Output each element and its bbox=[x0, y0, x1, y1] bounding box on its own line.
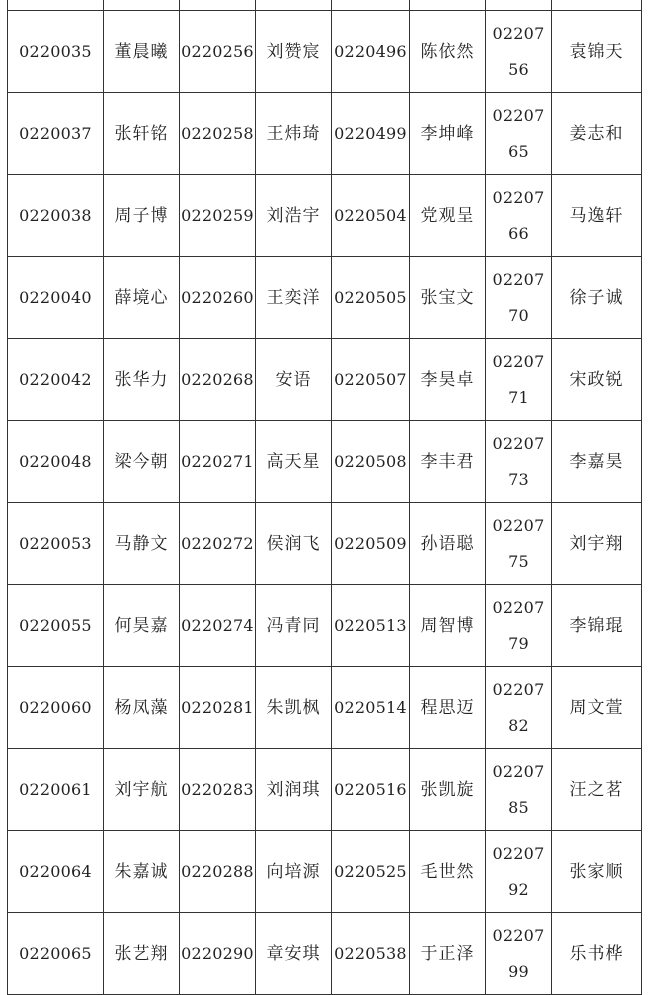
student-name-cell: 梁今朝 bbox=[104, 421, 180, 503]
student-name-cell: 张轩铭 bbox=[104, 93, 180, 175]
table-row bbox=[8, 93, 642, 175]
student-id-cell: 0220538 bbox=[332, 913, 410, 995]
student-name-cell: 刘润琪 bbox=[256, 749, 332, 831]
table-row bbox=[8, 421, 642, 503]
student-id-cell: 0220272 bbox=[180, 503, 256, 585]
student-id-cell: 0220514 bbox=[332, 667, 410, 749]
student-id-cell bbox=[486, 257, 552, 339]
student-id-cell: 0220258 bbox=[180, 93, 256, 175]
student-id-cell bbox=[486, 667, 552, 749]
student-id-cell: 0220040 bbox=[8, 257, 104, 339]
table-row bbox=[8, 0, 642, 11]
student-id-cell: 0220281 bbox=[180, 667, 256, 749]
student-id-cell: 0220513 bbox=[332, 585, 410, 667]
student-id-text: 0220770 bbox=[492, 269, 545, 325]
student-id-cell: 0220505 bbox=[332, 257, 410, 339]
student-id-text: 0220799 bbox=[492, 925, 545, 981]
student-id-text: 0220756 bbox=[492, 23, 545, 79]
student-id-cell: 0220274 bbox=[180, 585, 256, 667]
student-name-cell: 李锦琨 bbox=[552, 585, 642, 667]
student-id-text: 0220779 bbox=[492, 597, 545, 653]
student-id-cell bbox=[486, 11, 552, 93]
table-row bbox=[8, 749, 642, 831]
table-cell-empty bbox=[410, 0, 486, 11]
table-row bbox=[8, 339, 642, 421]
student-id-cell bbox=[486, 831, 552, 913]
student-name-cell: 宋政锐 bbox=[552, 339, 642, 421]
student-name-cell: 高天星 bbox=[256, 421, 332, 503]
roster-body bbox=[8, 0, 642, 995]
student-name-cell: 张华力 bbox=[104, 339, 180, 421]
student-id-cell: 0220283 bbox=[180, 749, 256, 831]
student-id-cell: 0220048 bbox=[8, 421, 104, 503]
student-name-cell: 王炜琦 bbox=[256, 93, 332, 175]
student-name-cell: 杨凤藻 bbox=[104, 667, 180, 749]
student-id-cell bbox=[486, 421, 552, 503]
student-id-cell: 0220042 bbox=[8, 339, 104, 421]
student-name-cell: 马逸轩 bbox=[552, 175, 642, 257]
student-name-cell: 马静文 bbox=[104, 503, 180, 585]
table-cell-empty bbox=[552, 0, 642, 11]
student-id-cell: 0220504 bbox=[332, 175, 410, 257]
student-id-cell bbox=[486, 339, 552, 421]
student-name-cell: 陈依然 bbox=[410, 11, 486, 93]
student-id-text: 0220775 bbox=[492, 515, 545, 571]
student-name-cell: 刘宇航 bbox=[104, 749, 180, 831]
student-name-cell: 李丰君 bbox=[410, 421, 486, 503]
student-id-text: 0220792 bbox=[492, 843, 545, 899]
student-name-cell: 刘宇翔 bbox=[552, 503, 642, 585]
table-row bbox=[8, 913, 642, 995]
student-name-cell: 李昊卓 bbox=[410, 339, 486, 421]
table-row bbox=[8, 667, 642, 749]
student-name-cell: 朱嘉诚 bbox=[104, 831, 180, 913]
student-name-cell: 党观呈 bbox=[410, 175, 486, 257]
student-name-cell: 周子博 bbox=[104, 175, 180, 257]
table-row bbox=[8, 503, 642, 585]
student-name-cell: 袁锦天 bbox=[552, 11, 642, 93]
student-id-cell bbox=[486, 93, 552, 175]
student-name-cell: 董晨曦 bbox=[104, 11, 180, 93]
student-id-text: 0220782 bbox=[492, 679, 545, 735]
student-name-cell: 姜志和 bbox=[552, 93, 642, 175]
student-name-cell: 张家顺 bbox=[552, 831, 642, 913]
student-name-cell: 安语 bbox=[256, 339, 332, 421]
table-row bbox=[8, 585, 642, 667]
student-id-cell: 0220064 bbox=[8, 831, 104, 913]
student-id-cell: 0220507 bbox=[332, 339, 410, 421]
student-id-cell: 0220499 bbox=[332, 93, 410, 175]
table-cell-empty bbox=[332, 0, 410, 11]
student-id-cell: 0220525 bbox=[332, 831, 410, 913]
table-row bbox=[8, 11, 642, 93]
student-id-cell: 0220290 bbox=[180, 913, 256, 995]
student-name-cell: 程思迈 bbox=[410, 667, 486, 749]
table-cell-empty bbox=[256, 0, 332, 11]
student-id-cell: 0220260 bbox=[180, 257, 256, 339]
student-name-cell: 于正泽 bbox=[410, 913, 486, 995]
student-id-cell: 0220037 bbox=[8, 93, 104, 175]
student-name-cell: 李嘉昊 bbox=[552, 421, 642, 503]
student-name-cell: 刘赞宸 bbox=[256, 11, 332, 93]
student-name-cell: 冯青同 bbox=[256, 585, 332, 667]
student-id-text: 0220785 bbox=[492, 761, 545, 817]
student-id-cell: 0220268 bbox=[180, 339, 256, 421]
student-id-cell: 0220516 bbox=[332, 749, 410, 831]
student-name-cell: 孙语聪 bbox=[410, 503, 486, 585]
student-id-cell bbox=[486, 749, 552, 831]
student-name-cell: 朱凯枫 bbox=[256, 667, 332, 749]
student-name-cell: 毛世然 bbox=[410, 831, 486, 913]
student-name-cell: 周智博 bbox=[410, 585, 486, 667]
student-name-cell: 王奕洋 bbox=[256, 257, 332, 339]
student-id-cell bbox=[486, 913, 552, 995]
student-name-cell: 张凯旋 bbox=[410, 749, 486, 831]
student-id-cell: 0220496 bbox=[332, 11, 410, 93]
student-id-cell: 0220065 bbox=[8, 913, 104, 995]
student-name-cell: 张宝文 bbox=[410, 257, 486, 339]
table-row bbox=[8, 175, 642, 257]
student-id-cell: 0220061 bbox=[8, 749, 104, 831]
table-cell-empty bbox=[8, 0, 104, 11]
student-id-cell: 0220259 bbox=[180, 175, 256, 257]
student-name-cell: 侯润飞 bbox=[256, 503, 332, 585]
student-id-cell: 0220035 bbox=[8, 11, 104, 93]
table-cell-empty bbox=[180, 0, 256, 11]
student-name-cell: 周文萱 bbox=[552, 667, 642, 749]
student-id-cell: 0220053 bbox=[8, 503, 104, 585]
student-id-cell bbox=[486, 175, 552, 257]
student-id-text: 0220771 bbox=[492, 351, 545, 407]
student-name-cell: 薛境心 bbox=[104, 257, 180, 339]
student-name-cell: 乐书桦 bbox=[552, 913, 642, 995]
table-row bbox=[8, 257, 642, 339]
student-id-text: 0220766 bbox=[492, 187, 545, 243]
student-name-cell: 李坤峰 bbox=[410, 93, 486, 175]
student-name-cell: 徐子诚 bbox=[552, 257, 642, 339]
student-id-cell: 0220038 bbox=[8, 175, 104, 257]
student-name-cell: 何昊嘉 bbox=[104, 585, 180, 667]
student-id-text: 0220773 bbox=[492, 433, 545, 489]
student-id-cell: 0220060 bbox=[8, 667, 104, 749]
student-id-cell: 0220271 bbox=[180, 421, 256, 503]
table-row bbox=[8, 831, 642, 913]
student-id-cell: 0220508 bbox=[332, 421, 410, 503]
student-name-cell: 刘浩宇 bbox=[256, 175, 332, 257]
student-name-cell: 张艺翔 bbox=[104, 913, 180, 995]
student-id-cell: 0220509 bbox=[332, 503, 410, 585]
student-roster-table bbox=[7, 0, 642, 995]
student-name-cell: 汪之茗 bbox=[552, 749, 642, 831]
student-name-cell: 章安琪 bbox=[256, 913, 332, 995]
student-id-cell bbox=[486, 585, 552, 667]
table-cell-empty bbox=[486, 0, 552, 11]
student-name-cell: 向培源 bbox=[256, 831, 332, 913]
student-id-text: 0220765 bbox=[492, 105, 545, 161]
student-id-cell bbox=[486, 503, 552, 585]
student-id-cell: 0220288 bbox=[180, 831, 256, 913]
student-id-cell: 0220055 bbox=[8, 585, 104, 667]
student-id-cell: 0220256 bbox=[180, 11, 256, 93]
table-cell-empty bbox=[104, 0, 180, 11]
